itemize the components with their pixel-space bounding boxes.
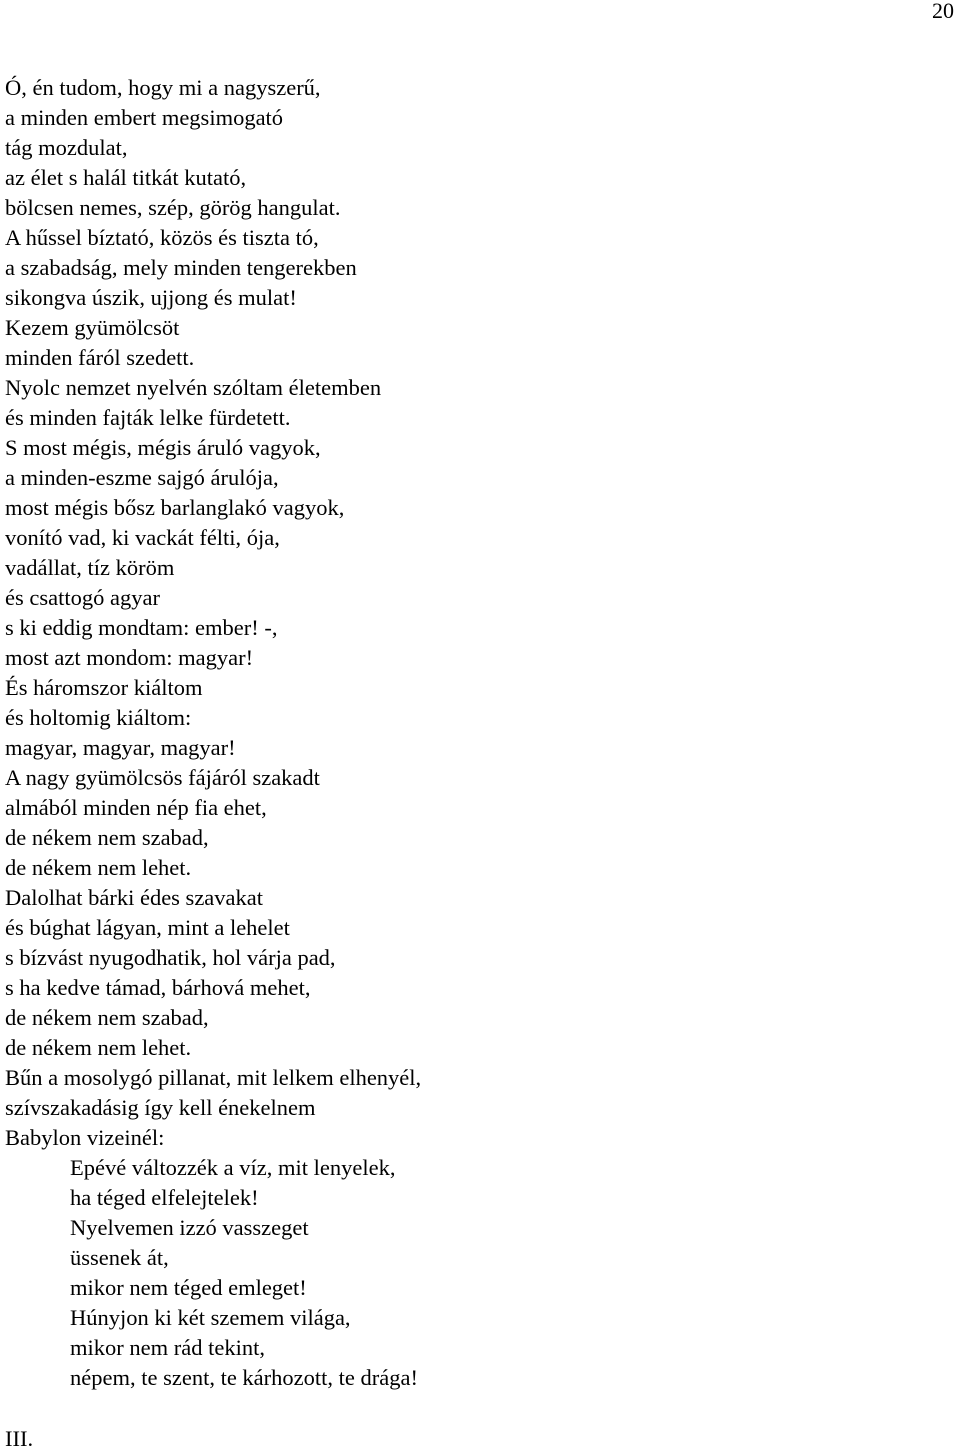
poem-line-indented: üssenek át, (70, 1245, 169, 1270)
poem-line: de nékem nem lehet. (5, 855, 192, 880)
poem-line: Dalolhat bárki édes szavakat (5, 885, 264, 910)
poem-line: A nagy gyümölcsös fájáról szakadt (5, 765, 320, 790)
poem-line: A hűssel bíztató, közös és tiszta tó, (5, 225, 319, 250)
poem-line: most azt mondom: magyar! (5, 645, 254, 670)
poem-line: és csattogó agyar (5, 585, 160, 610)
poem-line: almából minden nép fia ehet, (5, 795, 267, 820)
poem-line: és minden fajták lelke fürdetett. (5, 405, 291, 430)
poem-line: bölcsen nemes, szép, görög hangulat. (5, 195, 341, 220)
poem-line: de nékem nem szabad, (5, 1005, 209, 1030)
poem-line: Nyolc nemzet nyelvén szóltam életemben (5, 375, 382, 400)
poem-line: És háromszor kiáltom (5, 675, 203, 700)
poem-line: s ki eddig mondtam: ember! -, (5, 615, 278, 640)
poem-line-indented: népem, te szent, te kárhozott, te drága! (70, 1365, 418, 1390)
poem-line: tág mozdulat, (5, 135, 128, 160)
poem-line-indented: Húnyjon ki két szemem világa, (70, 1305, 351, 1330)
poem-line: s ha kedve támad, bárhová mehet, (5, 975, 311, 1000)
poem-line-indented: Nyelvemen izzó vasszeget (70, 1215, 309, 1240)
poem-line-indented: Epévé változzék a víz, mit lenyelek, (70, 1155, 396, 1180)
poem-line: az élet s halál titkát kutató, (5, 165, 247, 190)
poem-line: Ó, én tudom, hogy mi a nagyszerű, (5, 75, 321, 100)
poem-line: S most mégis, mégis áruló vagyok, (5, 435, 321, 460)
poem-line: és holtomig kiáltom: (5, 705, 192, 730)
poem-line: de nékem nem lehet. (5, 1035, 192, 1060)
poem-line: szívszakadásig így kell énekelnem (5, 1095, 316, 1120)
poem-line-indented: ha téged elfelejtelek! (70, 1185, 259, 1210)
poem-line-indented: mikor nem rád tekint, (70, 1335, 265, 1360)
poem-line: a szabadság, mely minden tengerekben (5, 255, 357, 280)
poem-line: de nékem nem szabad, (5, 825, 209, 850)
poem-line: s bízvást nyugodhatik, hol várja pad, (5, 945, 336, 970)
poem-line: most mégis bősz barlanglakó vagyok, (5, 495, 345, 520)
poem-line: a minden embert megsimogató (5, 105, 284, 130)
poem-line: minden fáról szedett. (5, 345, 195, 370)
poem-line: Kezem gyümölcsöt (5, 315, 180, 340)
section-heading: III. (5, 1426, 34, 1451)
page-number: 20 (932, 0, 954, 23)
poem-text (5, 73, 421, 1393)
poem-line: vadállat, tíz köröm (5, 555, 175, 580)
poem-line: magyar, magyar, magyar! (5, 735, 236, 760)
poem-line: a minden-eszme sajgó árulója, (5, 465, 279, 490)
poem-line: vonító vad, ki vackát félti, ója, (5, 525, 280, 550)
poem-line: Bűn a mosolygó pillanat, mit lelkem elhenyél, (5, 1065, 422, 1090)
poem-line-indented: mikor nem téged emleget! (70, 1275, 307, 1300)
poem-line: sikongva úszik, ujjong és mulat! (5, 285, 297, 310)
poem-line: és búghat lágyan, mint a lehelet (5, 915, 290, 940)
poem-line: Babylon vizeinél: (5, 1125, 165, 1150)
